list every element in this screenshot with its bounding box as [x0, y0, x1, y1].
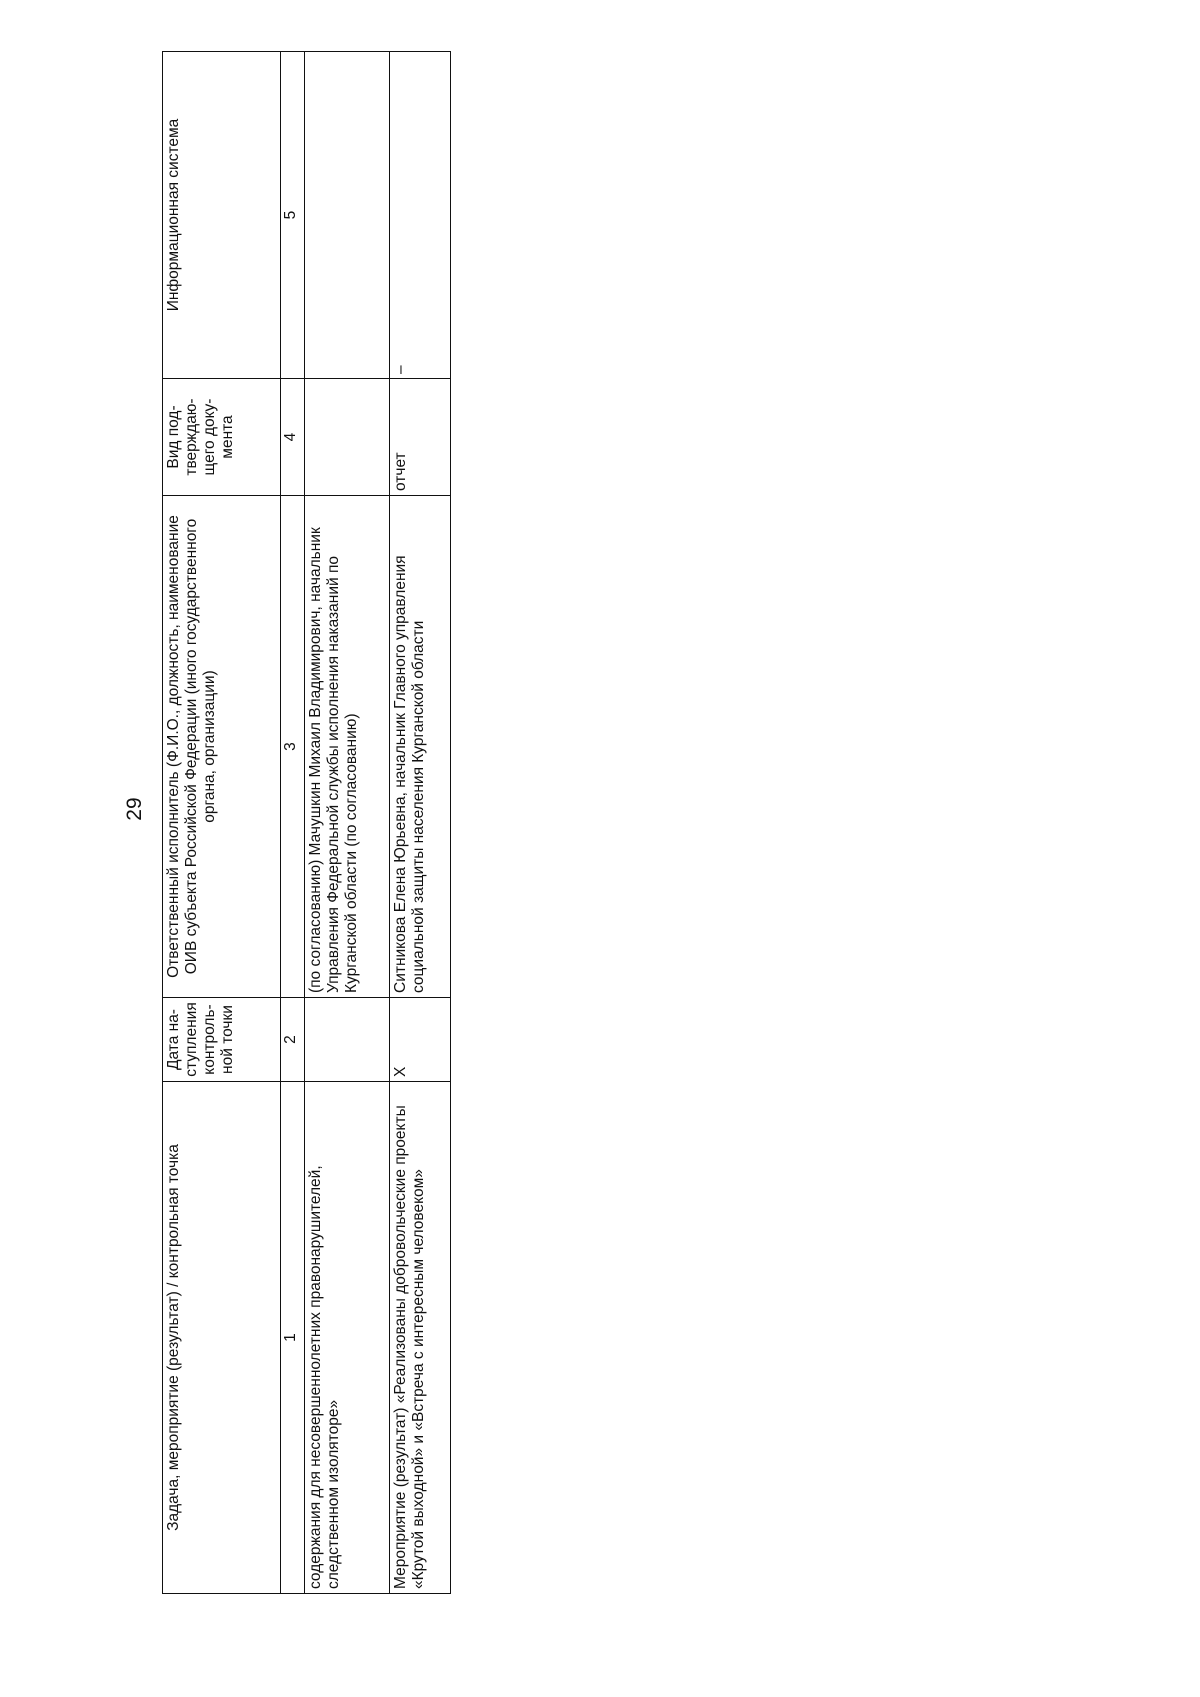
column-number: 1: [281, 1082, 305, 1594]
header-task: Задача, мероприятие (результат) / контрольная точка: [163, 1082, 281, 1594]
column-number: 5: [281, 52, 305, 379]
header-date: Дата на-ступления контроль-ной точки: [163, 998, 281, 1082]
table-wrapper: [162, 52, 450, 1594]
header-document: Вид под-тверждаю-щего доку-мента: [163, 379, 281, 496]
cell-info-system: –: [390, 52, 451, 379]
control-points-table: [162, 51, 451, 1594]
column-number: 4: [281, 379, 305, 496]
cell-document: [305, 379, 390, 496]
cell-date: [305, 998, 390, 1082]
page-number: 29: [123, 797, 146, 821]
cell-task: Мероприятие (результат) «Реализованы добровольческие проекты «Крутой выходной» и «Встреча с интересным человеком»: [390, 1082, 451, 1594]
table-header-row: [163, 52, 281, 1594]
column-numbers-row: [281, 52, 305, 1594]
cell-info-system: [305, 52, 390, 379]
table-row: [390, 52, 451, 1594]
cell-responsible: Ситникова Елена Юрьевна, начальник Главного управления социальной защиты населения Курганской области: [390, 496, 451, 998]
cell-date: Х: [390, 998, 451, 1082]
cell-task: содержания для несовершеннолетних правонарушителей, следственном изоляторе»: [305, 1082, 390, 1594]
cell-document: отчет: [390, 379, 451, 496]
header-info-system: Информационная система: [163, 52, 281, 379]
table-row: [305, 52, 390, 1594]
column-number: 2: [281, 998, 305, 1082]
column-number: 3: [281, 496, 305, 998]
table-rotated-container: [162, 52, 450, 1594]
cell-responsible: (по согласованию) Мачушкин Михаил Владимирович, начальник Управления Федеральной службы исполнения наказаний по Курганской области (по согласованию): [305, 496, 390, 998]
header-responsible: Ответственный исполнитель (Ф.И.О., должность, наименование ОИВ субъекта Российской Федерации (иного государственного органа, организации): [163, 496, 281, 998]
